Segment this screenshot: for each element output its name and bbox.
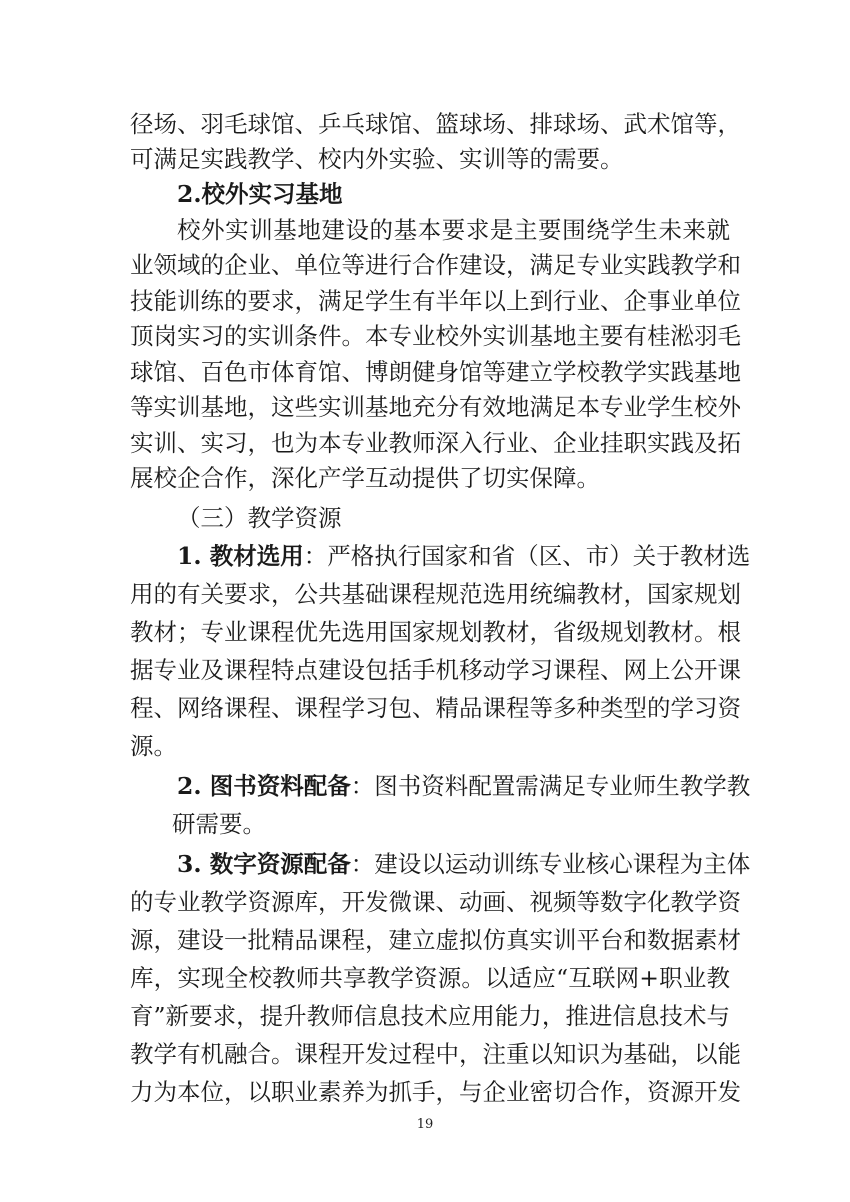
section-heading-teaching-resources: （三）教学资源 <box>177 504 342 532</box>
section-heading-outside-base: 2.校外实习基地 <box>177 180 343 208</box>
paragraph-line: 的专业教学资源库，开发微课、动画、视频等数字化教学资 <box>130 888 741 916</box>
item-text: ：严格执行国家和省（区、市）关于教材选 <box>303 542 751 570</box>
paragraph-line: 源，建设一批精品课程，建立虚拟仿真实训平台和数据素材 <box>130 926 741 954</box>
paragraph-line: 可满足实践教学、校内外实验、实训等的需要。 <box>130 145 624 173</box>
paragraph-line: 教材；专业课程优先选用国家规划教材，省级规划教材。根 <box>130 618 741 646</box>
paragraph-line: 研需要。 <box>172 810 266 838</box>
item-text: ：图书资料配置需满足专业师生教学教 <box>350 772 751 800</box>
item-label-textbooks: 1. 教材选用 <box>177 542 304 570</box>
page-number: 19 <box>416 1117 434 1132</box>
paragraph-line: 教学有机融合。课程开发过程中，注重以知识为基础，以能 <box>130 1040 741 1068</box>
item-label-library: 2. 图书资料配备 <box>177 772 351 800</box>
paragraph-line: 等实训基地，这些实训基地充分有效地满足本专业学生校外 <box>130 393 741 421</box>
paragraph-line <box>177 768 751 804</box>
paragraph-line: 育”新要求，提升教师信息技术应用能力，推进信息技术与 <box>130 1002 730 1030</box>
paragraph-line: 校外实训基地建设的基本要求是主要围绕学生未来就 <box>177 216 730 244</box>
paragraph-line: 技能训练的要求，满足学生有半年以上到行业、企事业单位 <box>130 287 741 315</box>
paragraph-line: 库，实现全校教师共享教学资源。以适应“互联网+职业教 <box>130 964 730 992</box>
paragraph-line: 径场、羽毛球馆、乒乓球馆、篮球场、排球场、武术馆等， <box>130 110 741 138</box>
paragraph-line <box>177 846 751 882</box>
paragraph-line: 力为本位，以职业素养为抓手，与企业密切合作，资源开发 <box>130 1078 741 1106</box>
item-label-digital: 3. 数字资源配备 <box>177 850 351 878</box>
paragraph-line: 球馆、百色市体育馆、博朗健身馆等建立学校教学实践基地 <box>130 358 741 386</box>
item-text: ：建设以运动训练专业核心课程为主体 <box>350 850 751 878</box>
paragraph-line: 据专业及课程特点建设包括手机移动学习课程、网上公开课 <box>130 656 741 684</box>
paragraph-line: 用的有关要求，公共基础课程规范选用统编教材，国家规划 <box>130 580 741 608</box>
paragraph-line: 源。 <box>130 732 177 760</box>
paragraph-line: 展校企合作，深化产学互动提供了切实保障。 <box>130 464 600 492</box>
paragraph-line: 程、网络课程、课程学习包、精品课程等多种类型的学习资 <box>130 694 741 722</box>
paragraph-line: 业领域的企业、单位等进行合作建设，满足专业实践教学和 <box>130 251 741 279</box>
paragraph-line: 顶岗实习的实训条件。本专业校外实训基地主要有桂淞羽毛 <box>130 322 741 350</box>
paragraph-line <box>177 538 751 574</box>
paragraph-line: 实训、实习，也为本专业教师深入行业、企业挂职实践及拓 <box>130 429 741 457</box>
